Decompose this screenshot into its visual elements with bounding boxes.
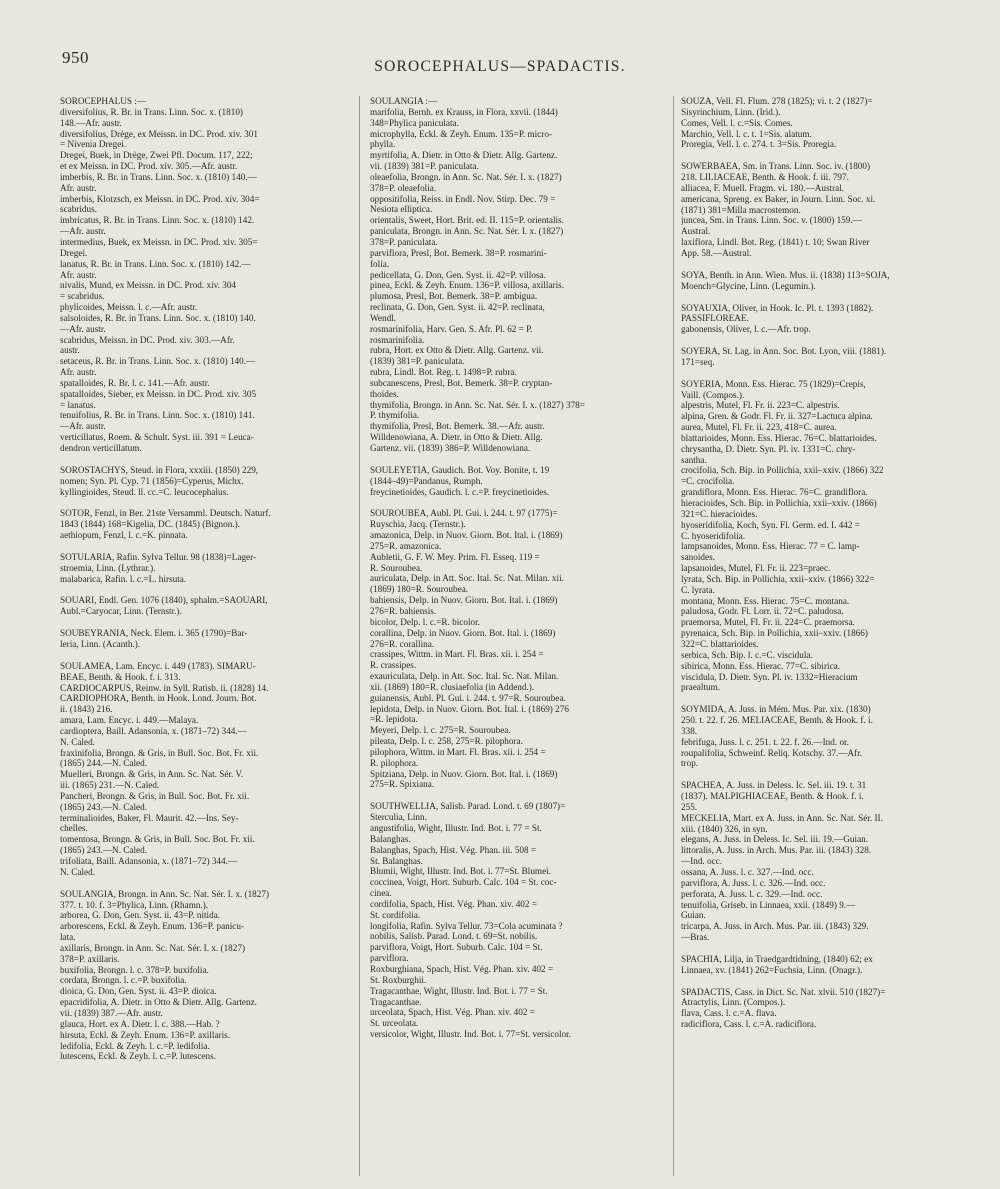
entry-line: St. Roxburghii. (370, 974, 427, 985)
entry-line: lepidota, Delp. in Nuov. Giorn. Bot. Ital. i. (1869) 276 (370, 703, 569, 714)
entry-line: 378=P. paniculata. (370, 236, 438, 247)
entry-line: thymifolia, Brongn. in Ann. Sc. Nat. Sér. I. x. (1827) 378= (370, 399, 585, 410)
entry-paragraph (60, 889, 343, 1063)
entry-line: App. 58.—Austral. (681, 247, 752, 258)
entry-line: = Nivenia Dregei. (60, 139, 127, 150)
entry-line: nivalis, Mund, ex Meissn. in DC. Prod. xiv. 304 (60, 280, 237, 291)
entry-line: Tragacanthae. (370, 996, 422, 1007)
entry-line: Comes, Vell. l. c.=Sis. Comes. (681, 117, 793, 128)
entry-line: phylla. (370, 139, 396, 150)
entry-line: Dregei, Buek, in Drège, Zwei Pfl. Docum. 117, 222; (60, 150, 253, 161)
entry-line: xii. (1869) 180=R. clusiaefolia (in Addend.). (370, 681, 535, 692)
entry-line: et ex Meissn. in DC. Prod. xiv. 305.—Afr. austr. (60, 161, 238, 172)
entry-line: subcanescens, Presl, Bot. Bemerk. 38=P. cryptan- (370, 377, 553, 388)
entry-line: cardioptera, Baill. Adansonia, x. (1871–72) 344.— (60, 725, 247, 736)
entry-line: tomentosa, Brongn. & Gris, in Bull. Soc. Bot. Fr. xii. (60, 834, 255, 845)
entry-line: stroemia, Linn. (Lythrar.). (60, 562, 156, 573)
entry-line: Afr. austr. (60, 269, 97, 280)
entry-paragraph (370, 96, 670, 454)
entry-paragraph (60, 465, 343, 498)
entry-paragraph (60, 661, 343, 878)
entry-line: salsoloides, R. Br. in Trans. Linn. Soc. x. (1810) 140. (60, 312, 256, 323)
entry-line: hieracioides, Sch. Bip. in Pollichia, xxii–xxiv. (1866) (681, 498, 877, 508)
entry-line: Austral. (681, 226, 711, 237)
entry-line: imberbis, Klotzsch, ex Meissn. in DC. Prod. xiv. 304= (60, 193, 260, 204)
entry-line: 348=Phylica paniculata. (370, 117, 459, 128)
entry-line: (1865) 244.—N. Caled. (60, 758, 148, 769)
entry-line: Roxburghiana, Spach, Hist. Vég. Phan. xiv. 402 = (370, 963, 554, 974)
entry-line: urceolata, Spach, Hist. Vég. Phan. xiv. 402 = (370, 1007, 535, 1018)
entry-line: 378=P. oleaefolia. (370, 182, 437, 193)
entry-line: lyrata, Sch. Bip. in Pollichia, xxii–xxiv. (1866) 322= (681, 573, 875, 584)
entry-line: orientalis, Sweet, Hort. Brit. ed. II. 115=P. orientalis. (370, 215, 564, 226)
entry-line: cordifolia, Spach, Hist. Vég. Phan. xiv. 402 = (370, 898, 537, 909)
entry-heading-line: SOYMIDA, A. Juss. in Mém. Mus. Par. xix. (1830) (681, 704, 871, 715)
entry-line: scabridus, Meissn. in DC. Prod. xiv. 303.—Afr. (60, 334, 235, 345)
entry-line: R. crassipes. (370, 660, 417, 671)
entry-line: juncea, Sm. in Trans. Linn. Soc. v. (1800) 159.— (681, 215, 862, 226)
entry-line: 322=C. blattarioides. (681, 638, 759, 649)
entry-line: =C. crocifolia. (681, 476, 735, 487)
entry-line: praemorsa, Mutel, Fl. Fr. ii. 224=C. praemorsa. (681, 617, 855, 628)
entry-line: crassipes, Wittm. in Mart. Fl. Bras. xii. i. 254 = (370, 649, 544, 660)
running-head: SOROCEPHALUS—SPADACTIS. (374, 58, 626, 75)
entry-line: ossana, A. Juss. l. c. 327.—Ind. occ. (681, 867, 814, 877)
entry-line: lapsanoides, Mutel, Fl. Fr. ii. 223=praec. (681, 563, 831, 574)
entry-line: nomen; Syn. Pl. Cyp. 71 (1856)=Cyperus, Michx. (60, 475, 244, 486)
entry-heading-line: SOWERBAEA, Sm. in Trans. Linn. Soc. iv. (1800) (681, 161, 871, 172)
entry-line: N. Caled. (60, 736, 95, 747)
entry-line: lampsanoides, Monn. Ess. Hierac. 77 = C. lamp- (681, 541, 860, 552)
entry-line: Tragacanthae, Wight, Illustr. Ind. Bot. i. 77 = St. (370, 985, 548, 996)
entry-line: santha. (681, 454, 707, 465)
entry-line: Muelleri, Brongn. & Gris, in Ann. Sc. Nat. Sér. V. (60, 769, 244, 780)
entry-paragraph (681, 303, 963, 336)
entry-line: amara, Lam. Encyc. i. 449.—Malaya. (60, 715, 199, 726)
entry-line: BEAE, Benth. & Hook. f. i. 313. (60, 671, 181, 682)
entry-heading-line: SOUZA, Vell. Fl. Flum. 278 (1825); vi. t. 2 (1827)= (681, 96, 873, 106)
entry-line: PASSIFLOREAE. (681, 313, 749, 324)
entry-line: 276=R. corallina. (370, 638, 435, 649)
entry-line: arborea, G. Don, Gen. Syst. ii. 43=P. nitida. (60, 910, 221, 921)
entry-line: Blumii, Wight, Illustr. Ind. Bot. i. 77=St. Blumei. (370, 866, 552, 877)
entry-line: blattarioides, Monn. Ess. Hierac. 76=C. blattarioides. (681, 432, 877, 443)
entry-line: St. urceolata. (370, 1018, 419, 1029)
entry-line: littoralis, A. Juss. in Arch. Mus. Par. iii. (1843) 328. (681, 845, 872, 856)
entry-line: chrysantha, D. Dietr. Syn. Pl. iv. 1331=C. chry- (681, 443, 856, 454)
entry-line: hirsuta, Eckl. & Zeyh. Enum. 136=P. axillaris. (60, 1029, 231, 1040)
entry-line: 171=seq. (681, 356, 715, 367)
entry-line: sanoides. (681, 552, 715, 563)
entry-line: pyrenaica, Sch. Bip. in Pollichia, xxii–xxiv. (1866) (681, 628, 868, 639)
entry-line: 250. t. 22. f. 26. MELIACEAE, Benth. & Hook. f. i. (681, 715, 873, 726)
entry-line: epacridifolia, A. Dietr. in Otto & Dietr. Allg. Gartenz. (60, 997, 257, 1008)
entry-line: thoides. (370, 388, 399, 399)
entry-line: coccinea, Voigt, Hort. Suburb. Calc. 104 = St. coc- (370, 877, 557, 888)
entry-line: (1839) 381=P. paniculata. (370, 356, 465, 367)
entry-line: = scabridus. (60, 291, 105, 302)
entry-line: alpestris, Mutel, Fl. Fr. ii. 223=C. alpestris. (681, 400, 840, 411)
entry-line: Moench=Glycine, Linn. (Legumin.). (681, 280, 816, 291)
entry-line: rubra, Hort. ex Otto & Dietr. Allg. Gartenz. vii. (370, 345, 544, 356)
entry-line: bicolor, Delp. l. c.=R. bicolor. (370, 616, 480, 627)
entry-line: C. hyoseridifolia. (681, 530, 746, 541)
entry-line: diversifolius, Drège, ex Meissn. in DC. Prod. xiv. 301 (60, 128, 258, 139)
entry-line: diversifolius, R. Br. in Trans. Linn. Soc. x. (1810) (60, 106, 243, 117)
entry-line: radiciflora, Cass. l. c.=A. radiciflora. (681, 1019, 817, 1030)
entry-line: pilophora, Wittm. in Mart. Fl. Bras. xii. i. 254 = (370, 746, 546, 757)
entry-line: Atractylis, Linn. (Compos.). (681, 997, 786, 1008)
entry-line: rubra, Lindl. Bot. Reg. t. 1498=P. rubra. (370, 367, 517, 378)
entry-line: parviflora, Presl, Bot. Bemerk. 38=P. rosmarini- (370, 247, 547, 258)
entry-heading-line: SOULEYETIA, Gaudich. Bot. Voy. Bonite, t. 19 (370, 464, 550, 475)
entry-line: intermedius, Buek, ex Meissn. in DC. Prod. xiv. 305= (60, 236, 258, 247)
entry-line: —Afr. austr. (60, 421, 106, 432)
entry-paragraph (681, 704, 963, 769)
entry-line: St. cordifolia. (370, 909, 421, 920)
entry-line: malabarica, Rafin. l. c.=L. hirsuta. (60, 573, 187, 584)
entry-line: parviflora. (370, 953, 409, 964)
entry-paragraph (681, 780, 963, 943)
entry-line: 255. (681, 801, 698, 812)
entry-line: (1837). MALPIGHIACEAE, Benth. & Hook. f. i. (681, 791, 864, 802)
entry-line: Aubl.=Caryocar, Linn. (Ternstr.). (60, 606, 182, 617)
entry-line: 321=C. hieracioides. (681, 508, 758, 519)
entry-line: Pancheri, Brongn. & Gris, in Bull. Soc. Bot. Fr. xii. (60, 790, 250, 801)
entry-line: N. Caled. (60, 866, 95, 877)
entry-line: reclinata, G. Don, Gen. Syst. ii. 42=P. reclinata, (370, 302, 545, 313)
entry-line: Balanghas. (370, 833, 411, 844)
entry-line: ledifolia, Eckl. & Zeyh. l. c.=P. ledifolia. (60, 1040, 210, 1051)
entry-line: Dregei. (60, 247, 88, 258)
entry-line: sibirica, Monn. Ess. Hierac. 77=C. sibirica. (681, 660, 841, 671)
entry-line: dioica, G. Don, Gen. Syst. ii. 43=P. dioica. (60, 986, 217, 997)
entry-heading-line: SPACHEA, A. Juss. in Deless. Ic. Sel. iii. 19. t. 31 (681, 780, 867, 791)
entry-line: MECKELIA, Mart. ex A. Juss. in Ann. Sc. Nat. Sér. II. (681, 812, 883, 823)
entry-line: Afr. austr. (60, 367, 97, 378)
entry-line: Sisyrinchium, Linn. (Irid.). (681, 106, 781, 117)
entry-line: arborescens, Eckl. & Zeyh. Enum. 136=P. panicu- (60, 921, 245, 932)
entry-line: aurea, Mutel, Fl. Fr. ii. 223, 418=C. aurea. (681, 422, 837, 433)
entry-line: R. Souroubea. (370, 562, 423, 573)
entry-line: rosmarinifolia. (370, 334, 425, 345)
entry-heading-line: SOULANGIA :— (370, 96, 438, 106)
entry-paragraph (60, 508, 343, 541)
entry-line: 378=P. axillaris. (60, 953, 120, 964)
entry-line: exauriculata, Delp. in Att. Soc. Ital. Sc. Nat. Milan. (370, 671, 559, 682)
entry-line: lutescens, Eckl. & Zeyh. l. c.=P. lutescens. (60, 1051, 216, 1062)
page-number: 950 (62, 48, 89, 67)
entry-heading-line: SOUTHWELLIA, Salisb. Parad. Lond. t. 69 (1807)= (370, 801, 566, 812)
entry-line: praealtum. (681, 682, 721, 693)
entry-line: phylicoides, Meissn. l. c.—Afr. austr. (60, 302, 198, 313)
entry-line: Spitziana, Delp. in Nuov. Giorn. Bot. Ital. i. (1869) (370, 768, 558, 779)
entry-line: CARDIOPHORA, Benth. in Hook. Lond. Journ. Bot. (60, 693, 257, 704)
entry-heading-line: SOYERA, St. Lag. in Ann. Soc. Bot. Lyon, viii. (1881). (681, 346, 887, 357)
entry-line: Wendl. (370, 312, 397, 323)
entry-line: CARDIOCARPUS, Reinw. in Syll. Ratisb. ii. (1828) 14. (60, 682, 269, 693)
entry-line: americana, Spreng. ex Baker, in Journ. Linn. Soc. xi. (681, 193, 876, 204)
entry-heading-line: SOUBEYRANIA, Neck. Elem. i. 365 (1790)=Bar- (60, 628, 248, 639)
entry-line: Marchio, Vell. l. c. t. 1=Sis. alatum. (681, 128, 812, 139)
entry-heading-line: SPACHIA, Lilja, in Traedgardtidning, (1840) 62; ex (681, 953, 873, 964)
entry-line: crocifolia, Sch. Bip. in Pollichia, xxii–xxiv. (1866) 322 (681, 465, 884, 476)
entry-heading-line: SOUARI, Endl. Gen. 1076 (1840), sphalm.=SAOUARI, (60, 595, 268, 606)
entry-line: (1865) 243.—N. Caled. (60, 801, 148, 812)
entry-paragraph (681, 161, 963, 259)
entry-line: bahiensis, Delp. in Nuov. Giorn. Bot. Ital. i. (1869) (370, 595, 558, 606)
entry-heading-line: SOROSTACHYS, Steud. in Flora, xxxiii. (1850) 229, (60, 464, 259, 475)
entry-line: (1871) 381=Milla macrostemon. (681, 204, 801, 215)
column-3 (681, 96, 963, 1176)
entry-heading-line: SOYAUXIA, Oliver, in Hook. Ic. Pl. t. 1393 (1882). (681, 302, 874, 313)
entry-paragraph (681, 987, 963, 1030)
entry-line: montana, Monn. Ess. Hierac. 75=C. montana. (681, 595, 850, 606)
entry-paragraph (681, 346, 963, 368)
entry-line: = lanatus. (60, 399, 96, 410)
entry-line: Vaill. (Compos.). (681, 389, 745, 400)
entry-line: tenuifolius, R. Br. in Trans. Linn. Soc. x. (1810) 141. (60, 410, 255, 421)
entry-line: R. pilophora. (370, 757, 419, 768)
entry-heading-line: SOYERIA, Monn. Ess. Hierac. 75 (1829)=Crepis, (681, 378, 866, 389)
entry-line: thymifolia, Presl, Bot. Bemerk. 38.—Afr. austr. (370, 421, 545, 432)
entry-line: —Bras. (681, 932, 710, 943)
entry-paragraph (681, 954, 963, 976)
entry-line: elegans, A. Juss. in Deless. Ic. Sel. iii. 19.—Guian. (681, 834, 869, 845)
entry-line: alliacea, F. Muell. Fragm. vi. 180.—Austral. (681, 182, 845, 193)
entry-line: Linnaea, xv. (1841) 262=Fuchsia, Linn. (Onagr.). (681, 964, 863, 975)
entry-line: pinea, Eckl. & Zeyh. Enum. 136=P. villosa, axillaris. (370, 280, 565, 291)
column-2 (370, 96, 670, 1176)
entry-line: kyllingioides, Steud. ll. cc.=C. leucocephalus. (60, 486, 229, 497)
entry-line: guianensis, Aubl. Pl. Gui. i. 244. t. 97=R. Souroubea. (370, 692, 566, 703)
entry-line: serbica, Sch. Bip. l. c.=C. viscidula. (681, 649, 813, 660)
entry-line: marifolia, Bernh. ex Krauss, in Flora, xxvii. (1844) (370, 106, 558, 117)
entry-line: gabonensis, Oliver, l. c.—Afr. trop. (681, 324, 811, 335)
entry-heading-line: SOTULARIA, Rafin. Sylva Tellur. 98 (1838)=Lager- (60, 551, 257, 562)
entry-line: trop. (681, 758, 699, 769)
entry-line: Meyeri, Delp. l. c. 275=R. Souroubea. (370, 725, 511, 736)
entry-line: oppositifolia, Reiss. in Endl. Nov. Stirp. Dec. 79 = (370, 193, 556, 204)
entry-line: C. lyrata. (681, 584, 715, 595)
entry-line: flava, Cass. l. c.=A. flava. (681, 1008, 777, 1019)
entry-line: lata. (60, 932, 76, 943)
entry-line: parviflora, A. Juss. l. c. 326.—Ind. occ. (681, 877, 826, 888)
entry-line: axillaris, Brongn. in Ann. Sc. Nat. Sér. I. x. (1827) (60, 942, 246, 953)
entry-line: rosmarinifolia, Harv. Gen. S. Afr. Pl. 62 = P. (370, 323, 533, 334)
entry-line: 276=R. bahiensis. (370, 605, 437, 616)
entry-line: Afr. austr. (60, 182, 97, 193)
entry-line: chelles. (60, 823, 88, 834)
entry-heading-line: SOROCEPHALUS :— (60, 96, 147, 106)
entry-line: oleaefolia, Brongn. in Ann. Sc. Nat. Sér. I. x. (1827) (370, 171, 562, 182)
entry-line: myrtifolia, A. Dietr. in Otto & Dietr. Allg. Gartenz. (370, 150, 558, 161)
entry-line: grandiflora, Monn. Ess. Hierac. 76=C. grandiflora. (681, 487, 868, 498)
entry-line: trifoliata, Baill. Adansonia, x. (1871–72) 344.— (60, 856, 238, 866)
entry-line: iii. (1865) 231.—N. Caled. (60, 780, 160, 791)
entry-line: —Afr. austr. (60, 323, 106, 334)
entry-line: —Ind. occ. (681, 856, 723, 867)
entry-paragraph (60, 628, 343, 650)
entry-line: verticillatus, Roem. & Schult. Syst. iii. 391 = Leuca- (60, 432, 254, 443)
entry-line: amazonica, Delp. in Nuov. Giorn. Bot. Ital. i. (1869) (370, 530, 563, 541)
entry-line: 275=R. Spixiana. (370, 779, 435, 790)
entry-line: auriculata, Delp. in Att. Soc. Ital. Sc. Nat. Milan. xii. (370, 573, 564, 584)
entry-line: alpina, Gren. & Godr. Fl. Fr. ii. 327=Lactuca alpina. (681, 411, 873, 422)
entry-line: vii. (1839) 387.—Afr. austr. (60, 1007, 163, 1018)
entry-line: viscidula, D. Dietr. Syn. Pl. iv. 1332=Hieracium (681, 671, 858, 682)
entry-line: fraxinifolia, Brongn. & Gris, in Bull. Soc. Bot. Fr. xii. (60, 747, 259, 758)
entry-line: 338. (681, 725, 698, 736)
entry-line: freycinetioides, Gaudich. l. c.=P. freycinetioides. (370, 486, 550, 497)
entry-heading-line: SOYA, Benth. in Ann. Wien. Mus. ii. (1838) 113=SOJA, (681, 269, 890, 280)
entry-line: perforata, A. Juss. l. c. 329.—Ind. occ. (681, 888, 823, 899)
entry-line: cinea. (370, 888, 392, 899)
entry-line: Gartenz. vii. (1839) 386=P. Willdenowiana. (370, 443, 531, 453)
entry-line: plumosa, Presl, Bot. Bemerk. 38=P. ambigua. (370, 291, 538, 302)
entry-heading-line: SOTOR, Fenzl, in Ber. 21ste Versamml. Deutsch. Naturf. (60, 508, 271, 519)
entry-line: —Afr. austr. (60, 226, 106, 237)
entry-line: xiii. (1840) 326, in syn. (681, 823, 768, 834)
entry-line: tricarpa, A. Juss. in Arch. Mus. Par. iii. (1843) 329. (681, 921, 869, 932)
entry-line: 377. t. 10. f. 3=Phylica, Linn. (Rhamn.). (60, 899, 209, 910)
entry-line: vii. (1839) 381=P. paniculata. (370, 161, 479, 172)
entry-line: lanatus, R. Br. in Trans. Linn. Soc. x. (1810) 142.— (60, 258, 251, 269)
entry-line: 1843 (1844) 168=Kigelia, DC. (1845) (Bignon.). (60, 519, 240, 530)
column-divider (673, 96, 674, 1176)
entry-line: Aubletii, G. F. W. Mey. Prim. Fl. Esseq. 119 = (370, 551, 540, 562)
entry-line: Proregia, Vell. l. c. 274. t. 3=Sis. Proregia. (681, 139, 837, 150)
entry-paragraph (60, 595, 343, 617)
entry-line: imbricatus, R. Br. in Trans. Linn. Soc. x. (1810) 142. (60, 215, 255, 226)
entry-line: laxiflora, Lindl. Bot. Reg. (1841) t. 10; Swan River (681, 237, 870, 248)
entry-line: P. thymifolia. (370, 410, 420, 421)
entry-line: Nesiota elliptica. (370, 204, 433, 215)
entry-line: Balanghas, Spach, Hist. Vég. Phan. iii. 508 = (370, 844, 537, 855)
entry-line: pileata, Delp. l. c. 258, 275=R. pilophora. (370, 736, 523, 747)
entry-line: versicolor, Wight, Illustr. Ind. Bot. i. 77=St. versicolor. (370, 1029, 572, 1040)
entry-line: microphylla, Eckl. & Zeyh. Enum. 135=P. micro- (370, 128, 553, 139)
entry-line: imberbis, R. Br. in Trans. Linn. Soc. x. (1810) 140.— (60, 171, 257, 182)
entry-line: tenuifolia, Griseb. in Linnaea, xxii. (1849) 9.— (681, 899, 856, 910)
entry-line: =R. lepidota. (370, 714, 418, 725)
entry-line: paniculata, Brongn. in Ann. Sc. Nat. Sér. I. x. (1827) (370, 226, 564, 237)
entry-line: longifolia, Rafin. Sylva Tellur. 73=Cola acuminata ? (370, 920, 563, 931)
entry-line: leria, Linn. (Acanth.). (60, 638, 141, 649)
entry-line: cordata, Brongn. l. c.=P. buxifolia. (60, 975, 187, 986)
entry-line: febrifuga, Juss. l. c. 251. t. 22. f. 26.—Ind. or. (681, 736, 849, 747)
entry-line: paludosa, Godr. Fl. Lorr. ii. 72=C. paludosa. (681, 606, 844, 617)
entry-line: hyoseridifolia, Koch, Syn. Fl. Germ. ed. I. 442 = (681, 519, 860, 530)
entry-paragraph (370, 508, 670, 790)
entry-paragraph (370, 801, 670, 1040)
entry-line: dendron verticillatum. (60, 443, 142, 453)
entry-line: folia. (370, 258, 390, 269)
entry-line: aethiopum, Fenzl, l. c.=K. pinnata. (60, 530, 188, 541)
entry-line: St. Balanghas. (370, 855, 423, 866)
entry-paragraph (60, 96, 343, 454)
entry-paragraph (60, 552, 343, 585)
entry-line: (1865) 243.—N. Caled. (60, 845, 148, 856)
entry-line: corallina, Delp. in Nuov. Giorn. Bot. Ital. i. (1869) (370, 627, 556, 638)
entry-line: Guian. (681, 910, 706, 921)
entry-line: terminalioides, Baker, Fl. Maurit. 42.—Ins. Sey- (60, 812, 239, 823)
entry-line: pedicellata, G. Don, Gen. Syst. ii. 42=P. villosa. (370, 269, 546, 280)
entry-heading-line: SOULAMEA, Lam. Encyc. i. 449 (1783). SIMARU- (60, 660, 256, 671)
entry-heading-line: SOUROUBEA, Aubl. Pl. Gui. i. 244. t. 97 (1775)= (370, 508, 558, 519)
column-divider (359, 96, 360, 1176)
entry-line: scabridus. (60, 204, 97, 215)
entry-paragraph (681, 379, 963, 693)
column-1 (60, 96, 343, 1176)
entry-line: ii. (1843) 216. (60, 704, 113, 715)
entry-line: glauca, Hort. ex A. Dietr. l. c. 388.—Hab. ? (60, 1018, 220, 1029)
entry-paragraph (370, 465, 670, 498)
entry-line: angustifolia, Wight, Illustr. Ind. Bot. i. 77 = St. (370, 823, 542, 833)
entry-line: 218. LILIACEAE, Benth. & Hook. f. iii. 797. (681, 172, 849, 183)
entry-line: 275=R. amazonica. (370, 540, 442, 551)
entry-line: spatalloides, Sieber, ex Meissn. in DC. Prod. xiv. 305 (60, 388, 257, 399)
entry-line: (1844–49)=Pandanus, Rumph. (370, 475, 483, 486)
entry-heading-line: SPADACTIS, Cass. in Dict. Sc. Nat. xlvii. 510 (1827)= (681, 986, 886, 997)
entry-heading-line: SOULANGIA, Brongn. in Ann. Sc. Nat. Sér. I. x. (1827) (60, 888, 270, 899)
entry-line: parviflora, Voigt, Hort. Suburb. Calc. 104 = St. (370, 942, 543, 953)
entry-paragraph (681, 270, 963, 292)
entry-line: setaceus, R. Br. in Trans. Linn. Soc. x. (1810) 140.— (60, 356, 256, 367)
entry-line: Sterculia, Linn. (370, 812, 427, 823)
entry-line: Ruyschia, Jacq. (Ternstr.). (370, 519, 466, 530)
entry-line: nobilis, Salisb. Parad. Lond. t. 69=St. nobilis. (370, 931, 538, 942)
entry-line: (1869) 180=R. Souroubea. (370, 584, 469, 595)
entry-line: spatalloides, R. Br. l. c. 141.—Afr. austr. (60, 377, 210, 388)
entry-line: buxifolia, Brongn. l. c. 378=P. buxifolia. (60, 964, 209, 975)
entry-line: roupalifolia, Schweinf. Reliq. Kotschy. 37.—Afr. (681, 747, 863, 758)
entry-line: Willdenowiana, A. Dietr. in Otto & Dietr. Allg. (370, 432, 543, 443)
entry-line: 148.—Afr. austr. (60, 117, 122, 128)
entry-line: austr. (60, 345, 80, 356)
entry-paragraph (681, 96, 963, 150)
